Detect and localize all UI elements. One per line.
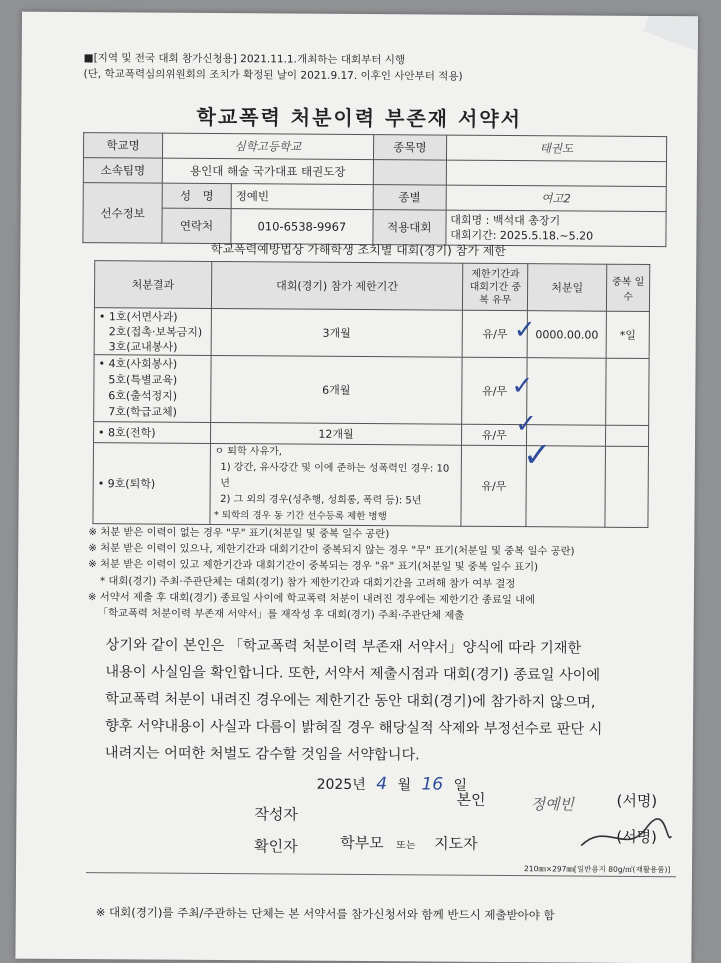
row2-overlap: 유/무 [462,357,527,424]
period-line: 1) 강간, 유사강간 및 이에 준하는 성폭력인 경우: 10년 [220,462,450,490]
division-label: 종별 [373,185,446,211]
date-day: 16 [421,774,444,795]
row2-days [606,358,649,425]
period-line: 2) 그 외의 경우(성추행, 성희롱, 폭력 등): 5년 [220,494,422,507]
school-label: 학교명 [83,133,162,159]
checkmark-icon: ✓ [511,371,534,402]
result-line: 5호(특별교육) [108,373,178,387]
result-line: 3호(교내봉사) [108,339,178,354]
footer-note: ※ 대회(경기)를 주최/주관하는 단체는 본 서약서를 참가신청서와 함께 반드시 제출받아야 함 [95,905,555,923]
result-line: • 4호(사회봉사) [98,357,178,371]
header-line-2: (단, 학교폭력심의위원회의 조치가 확정된 날이 2021.9.17. 이후인 사안부터 적용) [83,68,463,83]
team-value: 용인대 해술 국가대표 태권도장 [162,158,373,184]
competition-label: 적용대회 [373,210,446,246]
row4-overlap: 유/무 [461,445,526,526]
table-row [94,355,649,426]
period-line: * 퇴학의 경우 동 기간 선수등록 제한 병행 [214,509,387,523]
row3-period: 12개월 [210,422,462,445]
result-line: 6호(출석정지) [108,389,178,403]
row2-period: 6개월 [210,355,462,424]
row4-period [209,443,461,526]
coach-label: 지도자 [434,834,478,853]
row2-result [94,355,211,423]
checkmark-icon: ✓ [515,409,538,440]
row3-result: • 8호(전학) [94,422,211,444]
date-month-unit: 월 [397,777,412,794]
signature-scribble [576,816,676,857]
competition-name: 대회명 : 백석대 총장기 [450,213,561,228]
col-days: 중복 일수 [607,264,650,311]
team-label: 소속팀명 [83,158,162,184]
paper-size: 210㎜×297㎜[일반용지 80g/㎡(재활용품)] [524,864,671,875]
event-value: 태권도 [446,135,666,162]
sign-mark-2: (서명) [616,827,658,847]
school-value: 심학고등학교 [162,133,373,159]
empty-cell [446,160,666,187]
note-line: ※ 처분 받은 이력이 없는 경우 "무" 표기(처분일 및 중복 일수 공란) [88,526,390,541]
row4-days [605,446,648,527]
result-line: • 1호(서면사과) [98,309,178,324]
division-value: 여고2 [446,185,666,212]
parent-label: 학부모 [340,833,384,853]
date-day-unit: 일 [453,777,468,794]
note-line: ※ 서약서 제출 후 대회(경기) 종료일 사이에 학교폭력 처분이 내려진 경우에는 제한기간 종료일 내에 [87,590,536,607]
result-line: 2호(접촉·보복금지) [108,324,203,339]
row1-days: *일 [606,311,649,358]
notes [88,524,575,625]
header-notice [84,50,463,85]
date-month: 4 [376,774,388,795]
pledge-document [15,12,698,963]
date-year: 2025년 [316,776,366,794]
row1-period: 3개월 [211,308,463,357]
row1-overlap: 유/무 [462,310,527,357]
row4-result: • 9호(퇴학) [93,443,210,525]
pledge-line: 상기와 같이 본인은 「학교폭력 처분이력 부존재 서약서」양식에 따라 기재한 [105,637,582,657]
document-title: 학교폭력 처분이력 부존재 서약서 [196,104,523,132]
event-label: 종목명 [373,135,446,161]
col-period: 대회(경기) 참가 제한기간 [211,261,463,310]
col-date: 처분일 [528,264,607,312]
pledge-text [105,632,676,771]
checkmark-icon: ✓ [513,315,536,346]
note-line: ※ 처분 받은 이력이 있으나, 제한기간과 대회기간이 중복되지 않는 경우 "무" 표기(처분일 및 중복 일수 공란) [88,542,575,558]
or-label: 또는 [396,840,416,852]
row3-overlap: 유/무 [462,424,527,445]
self-signature: 정예빈 [530,795,575,814]
row1-result [94,308,211,356]
self-label: 본인 [456,790,486,809]
pledge-line: 내려지는 어떠한 처벌도 감수할 것임을 서약합니다. [104,745,420,764]
empty-cell [373,160,446,186]
period-line: ㅇ 퇴학 사유가, [214,445,283,458]
writer-label: 작성자 [254,805,298,824]
result-line: 7호(학급교체) [108,405,177,419]
table-row [93,443,649,528]
pledge-line: 내용이 사실임을 확인합니다. 또한, 서약서 제출시점과 대회(경기) 종료일 사이에 [105,664,601,684]
table-row [94,308,649,359]
contact-label: 연락처 [162,208,231,243]
restriction-table [92,260,650,528]
confirmer-label: 확인자 [254,837,298,856]
pledge-line: 향후 서약내용이 사실과 다름이 밝혀질 경우 해당실적 삭제와 부정선수로 판단 시 [104,718,603,738]
info-table [82,132,667,247]
col-overlap: 제한기간과 대회기간 중복 유무 [463,263,528,310]
player-label: 선수정보 [83,183,162,244]
sign-mark: (서명) [616,791,658,811]
col-result: 처분결과 [94,261,211,309]
pledge-date [317,774,468,795]
contact-value: 010-6538-9967 [231,209,373,245]
note-line: ※ 처분 받은 이력이 있고 제한기간과 대회기간이 중복되는 경우 "유" 표기(처분일 및 중복 일수 표기) [88,558,539,574]
pledge-line: 학교폭력 처분이 내려진 경우에는 제한기간 동안 대회(경기)에 참가하지 않으며, [105,691,596,711]
row1-date: 0000.00.00 [527,311,606,359]
row3-days [606,425,649,446]
name-value: 정예빈 [231,184,373,210]
name-label: 성 명 [162,183,231,208]
note-line: * 대회(경기) 주최·주관단체는 대회(경기) 참가 제한기간과 대회기간을 고려해 참가 여부 결정 [99,574,516,590]
header-line-1: ■[지역 및 전국 대회 참가신청용] 2021.11.1.개최하는 대회부터 시행 [83,52,406,67]
row2-date [527,358,606,426]
checkmark-icon: ✓ [522,435,552,476]
restriction-title: 학교폭력예방법상 가해학생 조치별 대회(경기) 참가 제한 [210,241,506,259]
competition-period: 대회기간: 2025.5.18.~5.20 [450,228,594,243]
corner-paper [643,12,698,59]
note-line: 「학교폭력 처분이력 부존재 서약서」를 재작성 후 대회(경기) 주최·주관단체 제출 [97,607,465,622]
